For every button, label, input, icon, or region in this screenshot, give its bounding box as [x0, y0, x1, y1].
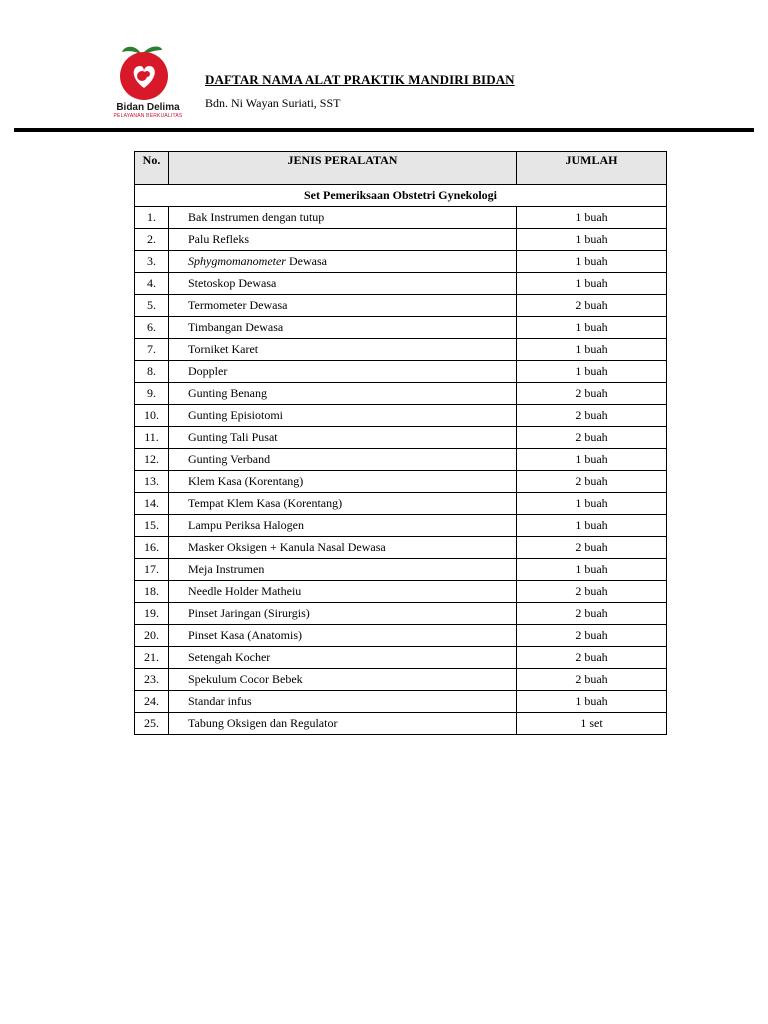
- equipment-quantity: 2 buah: [517, 647, 667, 669]
- logo-name: Bidan Delima: [116, 102, 180, 113]
- equipment-quantity: 1 buah: [517, 691, 667, 713]
- table-row: [135, 647, 667, 669]
- table-row: [135, 405, 667, 427]
- equipment-quantity: 1 buah: [517, 515, 667, 537]
- equipment-quantity: 1 buah: [517, 273, 667, 295]
- equipment-name-rest: Dewasa: [285, 254, 327, 268]
- row-number: 11.: [135, 427, 169, 449]
- table-row: [135, 669, 667, 691]
- row-number: 19.: [135, 603, 169, 625]
- equipment-quantity: 1 buah: [517, 559, 667, 581]
- equipment-quantity: 1 buah: [517, 229, 667, 251]
- equipment-name: Gunting Verband: [169, 449, 517, 471]
- equipment-quantity: 2 buah: [517, 383, 667, 405]
- row-number: 20.: [135, 625, 169, 647]
- equipment-quantity: 2 buah: [517, 603, 667, 625]
- equipment-name: Termometer Dewasa: [169, 295, 517, 317]
- table-row: [135, 361, 667, 383]
- equipment-quantity: 1 set: [517, 713, 667, 735]
- table-row: [135, 603, 667, 625]
- row-number: 12.: [135, 449, 169, 471]
- equipment-quantity: 2 buah: [517, 669, 667, 691]
- equipment-name: Gunting Benang: [169, 383, 517, 405]
- equipment-quantity: 2 buah: [517, 405, 667, 427]
- row-number: 23.: [135, 669, 169, 691]
- equipment-name: Meja Instrumen: [169, 559, 517, 581]
- row-number: 16.: [135, 537, 169, 559]
- equipment-name: Pinset Kasa (Anatomis): [169, 625, 517, 647]
- row-number: 18.: [135, 581, 169, 603]
- row-number: 25.: [135, 713, 169, 735]
- equipment-name: Pinset Jaringan (Sirurgis): [169, 603, 517, 625]
- row-number: 6.: [135, 317, 169, 339]
- apple-heart-icon: [100, 44, 196, 104]
- equipment-quantity: 1 buah: [517, 339, 667, 361]
- table-row: [135, 427, 667, 449]
- row-number: 4.: [135, 273, 169, 295]
- document-author: Bdn. Ni Wayan Suriati, SST: [205, 96, 341, 110]
- logo-tagline: PELAYANAN BERKUALITAS: [113, 113, 183, 119]
- row-number: 13.: [135, 471, 169, 493]
- section-row: [135, 185, 667, 207]
- equipment-quantity: 2 buah: [517, 625, 667, 647]
- equipment-name: Lampu Periksa Halogen: [169, 515, 517, 537]
- equipment-name-italic: Sphygmomanometer: [188, 254, 286, 268]
- equipment-name: Bak Instrumen dengan tutup: [169, 207, 517, 229]
- equipment-name: Masker Oksigen + Kanula Nasal Dewasa: [169, 537, 517, 559]
- table-header-row: [135, 152, 667, 185]
- equipment-quantity: 1 buah: [517, 361, 667, 383]
- header-divider: [14, 128, 754, 132]
- equipment-name: Doppler: [169, 361, 517, 383]
- table-row: [135, 317, 667, 339]
- table-row: [135, 207, 667, 229]
- row-number: 14.: [135, 493, 169, 515]
- row-number: 7.: [135, 339, 169, 361]
- equipment-name: Stetoskop Dewasa: [169, 273, 517, 295]
- equipment-name: Spekulum Cocor Bebek: [169, 669, 517, 691]
- column-header-quantity: JUMLAH: [517, 152, 667, 185]
- bidan-delima-logo: [100, 44, 196, 124]
- table-row: [135, 383, 667, 405]
- column-header-no: No.: [135, 152, 169, 185]
- table-row: [135, 449, 667, 471]
- table-row: [135, 537, 667, 559]
- table-row: [135, 581, 667, 603]
- equipment-quantity: 2 buah: [517, 471, 667, 493]
- equipment-name: Klem Kasa (Korentang): [169, 471, 517, 493]
- table-row: [135, 229, 667, 251]
- equipment-quantity: 1 buah: [517, 207, 667, 229]
- equipment-name: Tempat Klem Kasa (Korentang): [169, 493, 517, 515]
- table-row: [135, 713, 667, 735]
- equipment-name: [169, 251, 517, 273]
- table-row: [135, 559, 667, 581]
- table-row: [135, 339, 667, 361]
- equipment-name: Needle Holder Matheiu: [169, 581, 517, 603]
- row-number: 10.: [135, 405, 169, 427]
- equipment-quantity: 2 buah: [517, 427, 667, 449]
- section-title: Set Pemeriksaan Obstetri Gynekologi: [135, 185, 667, 207]
- table-row: [135, 691, 667, 713]
- row-number: 24.: [135, 691, 169, 713]
- equipment-quantity: 1 buah: [517, 493, 667, 515]
- equipment-quantity: 2 buah: [517, 537, 667, 559]
- equipment-quantity: 1 buah: [517, 251, 667, 273]
- equipment-quantity: 2 buah: [517, 295, 667, 317]
- row-number: 15.: [135, 515, 169, 537]
- table-row: [135, 251, 667, 273]
- row-number: 9.: [135, 383, 169, 405]
- equipment-name: Timbangan Dewasa: [169, 317, 517, 339]
- equipment-table: [134, 151, 667, 735]
- table-row: [135, 273, 667, 295]
- equipment-quantity: 2 buah: [517, 581, 667, 603]
- equipment-quantity: 1 buah: [517, 449, 667, 471]
- row-number: 21.: [135, 647, 169, 669]
- row-number: 17.: [135, 559, 169, 581]
- equipment-quantity: 1 buah: [517, 317, 667, 339]
- column-header-equipment: JENIS PERALATAN: [169, 152, 517, 185]
- equipment-name: Palu Refleks: [169, 229, 517, 251]
- row-number: 1.: [135, 207, 169, 229]
- equipment-name: Standar infus: [169, 691, 517, 713]
- table-row: [135, 295, 667, 317]
- table-row: [135, 515, 667, 537]
- equipment-name: Setengah Kocher: [169, 647, 517, 669]
- document-title: DAFTAR NAMA ALAT PRAKTIK MANDIRI BIDAN: [205, 72, 515, 87]
- equipment-name: Gunting Tali Pusat: [169, 427, 517, 449]
- table-row: [135, 471, 667, 493]
- equipment-name: Gunting Episiotomi: [169, 405, 517, 427]
- row-number: 8.: [135, 361, 169, 383]
- table-row: [135, 493, 667, 515]
- row-number: 5.: [135, 295, 169, 317]
- row-number: 2.: [135, 229, 169, 251]
- equipment-name: Tabung Oksigen dan Regulator: [169, 713, 517, 735]
- row-number: 3.: [135, 251, 169, 273]
- equipment-name: Torniket Karet: [169, 339, 517, 361]
- table-row: [135, 625, 667, 647]
